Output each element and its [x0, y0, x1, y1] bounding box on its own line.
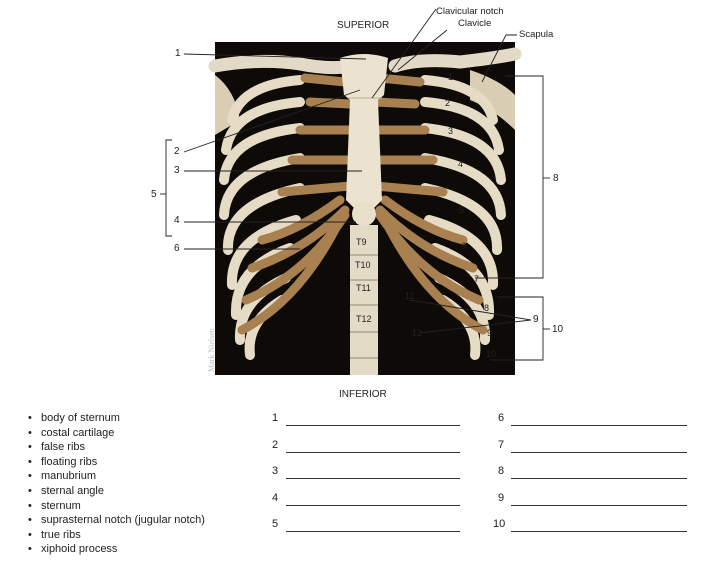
rib-number: 5: [459, 205, 465, 215]
answer-number: 7: [498, 439, 505, 451]
callout-9: 9: [533, 314, 539, 325]
answer-line-9[interactable]: [511, 505, 687, 506]
clavicle-label: Clavicle: [458, 18, 492, 29]
vertebra-label: T12: [356, 314, 372, 324]
answer-line-7[interactable]: [511, 452, 687, 453]
answer-number: 4: [272, 492, 279, 504]
word-bank-item: • sternal angle: [28, 484, 205, 499]
vertebra-label: T9: [356, 237, 367, 247]
answer-number: 5: [272, 518, 279, 530]
answer-number: 9: [498, 492, 505, 504]
rib-number: 7: [474, 274, 480, 284]
word-bank-item: • manubrium: [28, 469, 205, 484]
vertebra-label: T10: [355, 260, 371, 270]
answer-line-1[interactable]: [286, 425, 460, 426]
word-bank-item: • false ribs: [28, 440, 205, 455]
rib-number: 8: [484, 303, 490, 313]
answer-line-8[interactable]: [511, 478, 687, 479]
vertebra-label: T11: [356, 283, 371, 293]
word-bank-item: • xiphoid process: [28, 542, 205, 557]
callout-10: 10: [552, 324, 564, 335]
word-bank-item: • suprasternal notch (jugular notch): [28, 513, 205, 528]
rib-number: 10: [486, 349, 497, 359]
answer-line-3[interactable]: [286, 478, 460, 479]
answer-number: 1: [272, 412, 279, 424]
rib-number: 9: [487, 328, 493, 338]
answer-line-4[interactable]: [286, 505, 460, 506]
answer-number: 8: [498, 465, 505, 477]
word-bank-item: • body of sternum: [28, 411, 205, 426]
word-bank-item: • floating ribs: [28, 455, 205, 470]
callout-4: 4: [174, 215, 180, 226]
word-bank-item: • costal cartilage: [28, 426, 205, 441]
answer-line-5[interactable]: [286, 531, 460, 532]
callout-1: 1: [175, 48, 181, 59]
answer-number: 2: [272, 439, 279, 451]
word-bank-item: • sternum: [28, 499, 205, 514]
rib-number: 4: [458, 159, 464, 169]
answer-number: 10: [493, 518, 506, 530]
rib-number: 11: [405, 291, 415, 301]
superior-label: SUPERIOR: [337, 20, 390, 31]
answer-line-10[interactable]: [511, 531, 687, 532]
clavicular-notch-label: Clavicular notch: [436, 6, 504, 17]
rib-number: 1: [448, 72, 454, 82]
rib-number: 3: [448, 126, 454, 136]
answer-number: 6: [498, 412, 505, 424]
callout-3: 3: [174, 165, 180, 176]
answer-line-6[interactable]: [511, 425, 687, 426]
rib-number: 2: [445, 98, 451, 108]
answer-line-2[interactable]: [286, 452, 460, 453]
callout-8: 8: [553, 173, 559, 184]
rib-number: 12: [412, 328, 423, 338]
word-bank: [28, 411, 205, 557]
rib-number: 6: [461, 241, 467, 251]
answer-number: 3: [272, 465, 279, 477]
scapula-label: Scapula: [519, 29, 554, 40]
callout-2: 2: [174, 146, 180, 157]
photo-credit: Mark Nielsen: [207, 328, 216, 372]
inferior-label: INFERIOR: [339, 389, 387, 400]
word-bank-item: • true ribs: [28, 528, 205, 543]
callout-5: 5: [151, 189, 157, 200]
callout-6: 6: [174, 243, 180, 254]
